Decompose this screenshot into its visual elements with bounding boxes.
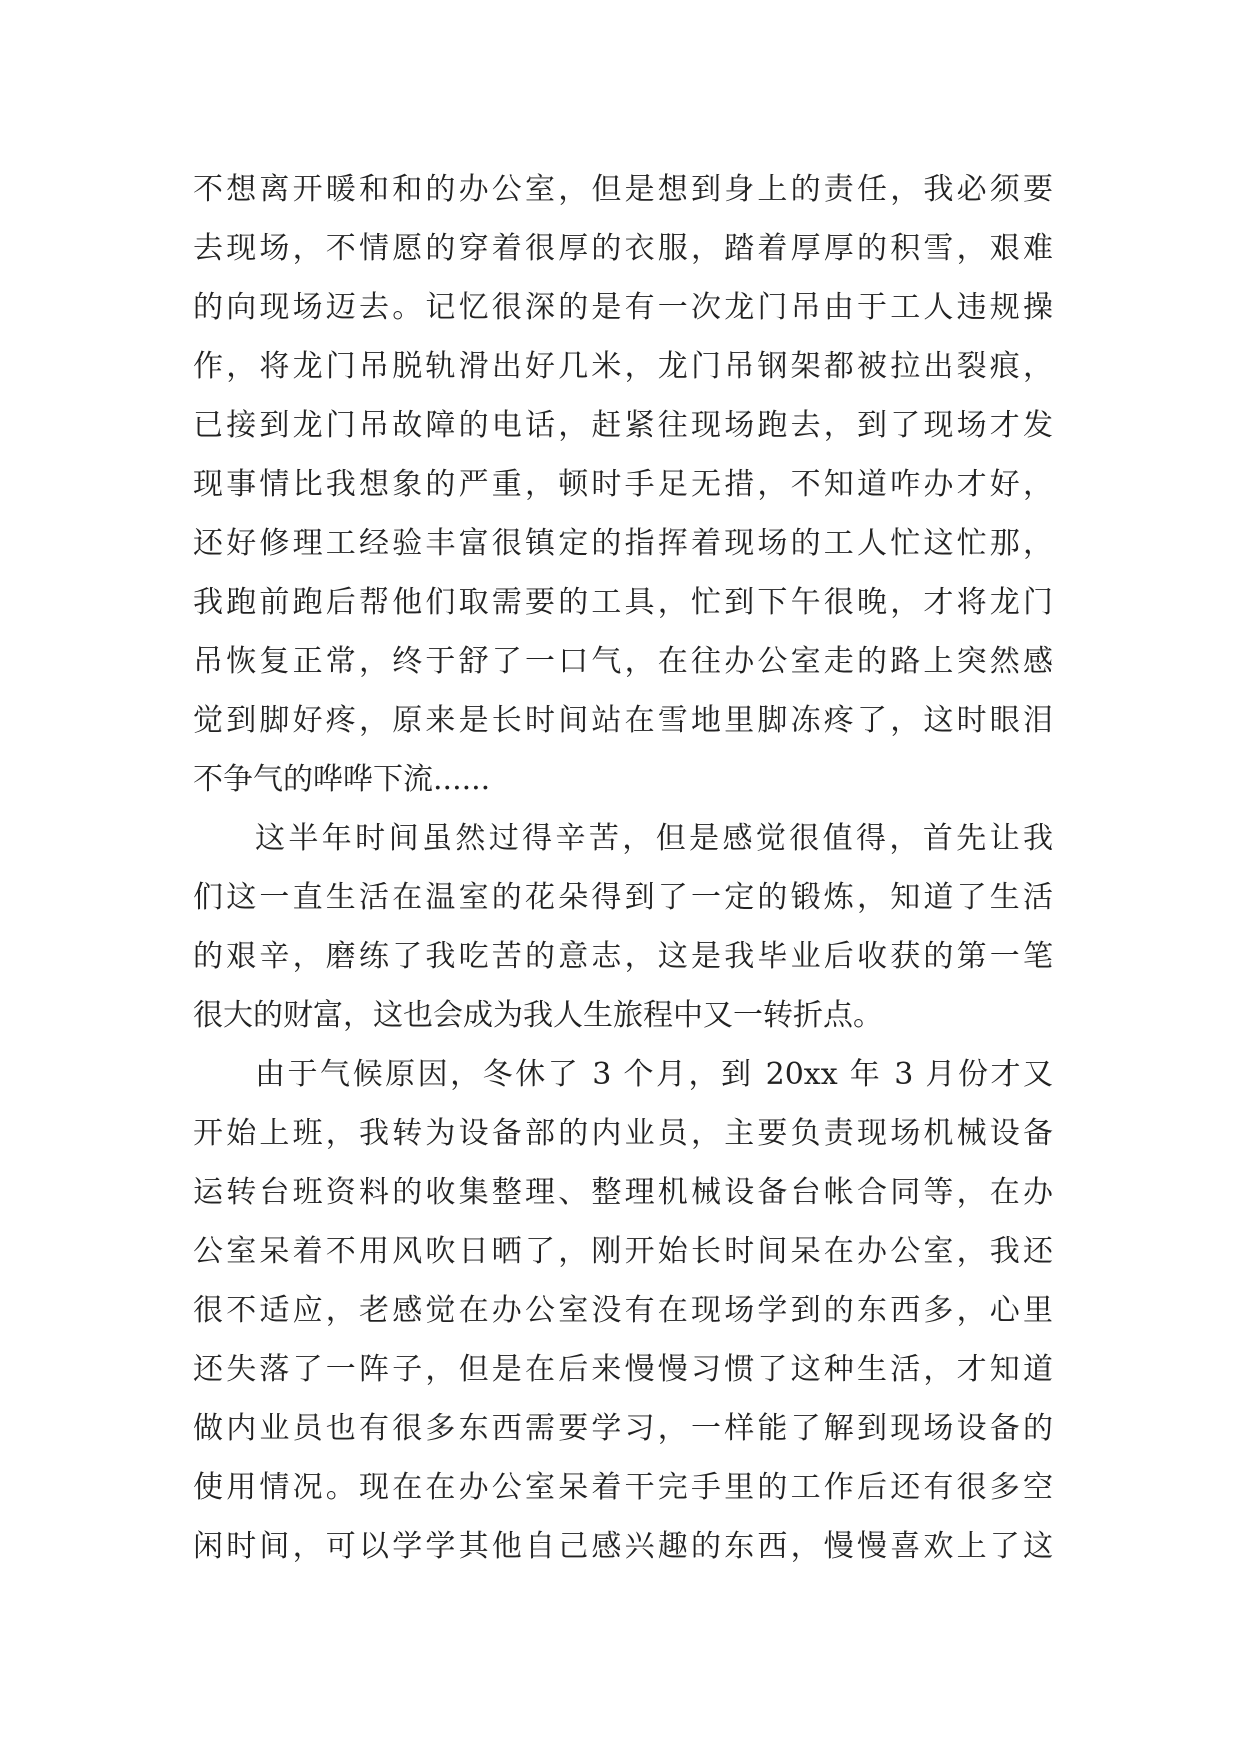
text-line: 的艰辛，磨练了我吃苦的意志，这是我毕业后收获的第一笔 <box>193 939 1053 974</box>
text-line: 很不适应，老感觉在办公室没有在现场学到的东西多，心里 <box>193 1293 1053 1328</box>
body-text <box>193 160 1053 1576</box>
text-line: 去现场，不情愿的穿着很厚的衣服，踏着厚厚的积雪，艰难 <box>193 231 1053 266</box>
text-line: 作，将龙门吊脱轨滑出好几米，龙门吊钢架都被拉出裂痕， <box>193 349 1053 384</box>
paragraph-first-line: 由于气候原因，冬休了 3 个月，到 20xx 年 3 月份才又 <box>255 1057 1053 1092</box>
text-line: 很大的财富，这也会成为我人生旅程中又一转折点。 <box>193 998 883 1033</box>
text-line: 我跑前跑后帮他们取需要的工具，忙到下午很晚，才将龙门 <box>193 585 1053 620</box>
text-line: 们这一直生活在温室的花朵得到了一定的锻炼，知道了生活 <box>193 880 1053 915</box>
text-line: 做内业员也有很多东西需要学习，一样能了解到现场设备的 <box>193 1411 1053 1446</box>
text-line: 已接到龙门吊故障的电话，赶紧往现场跑去，到了现场才发 <box>193 408 1053 443</box>
text-line: 公室呆着不用风吹日晒了，刚开始长时间呆在办公室，我还 <box>193 1234 1053 1269</box>
text-line: 还好修理工经验丰富很镇定的指挥着现场的工人忙这忙那， <box>193 526 1053 561</box>
text-line: 吊恢复正常，终于舒了一口气，在往办公室走的路上突然感 <box>193 644 1053 679</box>
text-line: 现事情比我想象的严重，顿时手足无措，不知道咋办才好， <box>193 467 1053 502</box>
text-line: 还失落了一阵子，但是在后来慢慢习惯了这种生活，才知道 <box>193 1352 1053 1387</box>
text-line: 闲时间，可以学学其他自己感兴趣的东西，慢慢喜欢上了这 <box>193 1529 1053 1564</box>
text-line: 不争气的哗哗下流...... <box>193 762 491 797</box>
text-line: 不想离开暖和和的办公室，但是想到身上的责任，我必须要 <box>193 172 1053 207</box>
paragraph-first-line: 这半年时间虽然过得辛苦，但是感觉很值得，首先让我 <box>255 821 1053 856</box>
text-line: 开始上班，我转为设备部的内业员，主要负责现场机械设备 <box>193 1116 1053 1151</box>
text-line: 觉到脚好疼，原来是长时间站在雪地里脚冻疼了，这时眼泪 <box>193 703 1053 738</box>
text-line: 运转台班资料的收集整理、整理机械设备台帐合同等，在办 <box>193 1175 1053 1210</box>
text-line: 使用情况。现在在办公室呆着干完手里的工作后还有很多空 <box>193 1470 1053 1505</box>
text-line: 的向现场迈去。记忆很深的是有一次龙门吊由于工人违规操 <box>193 290 1053 325</box>
